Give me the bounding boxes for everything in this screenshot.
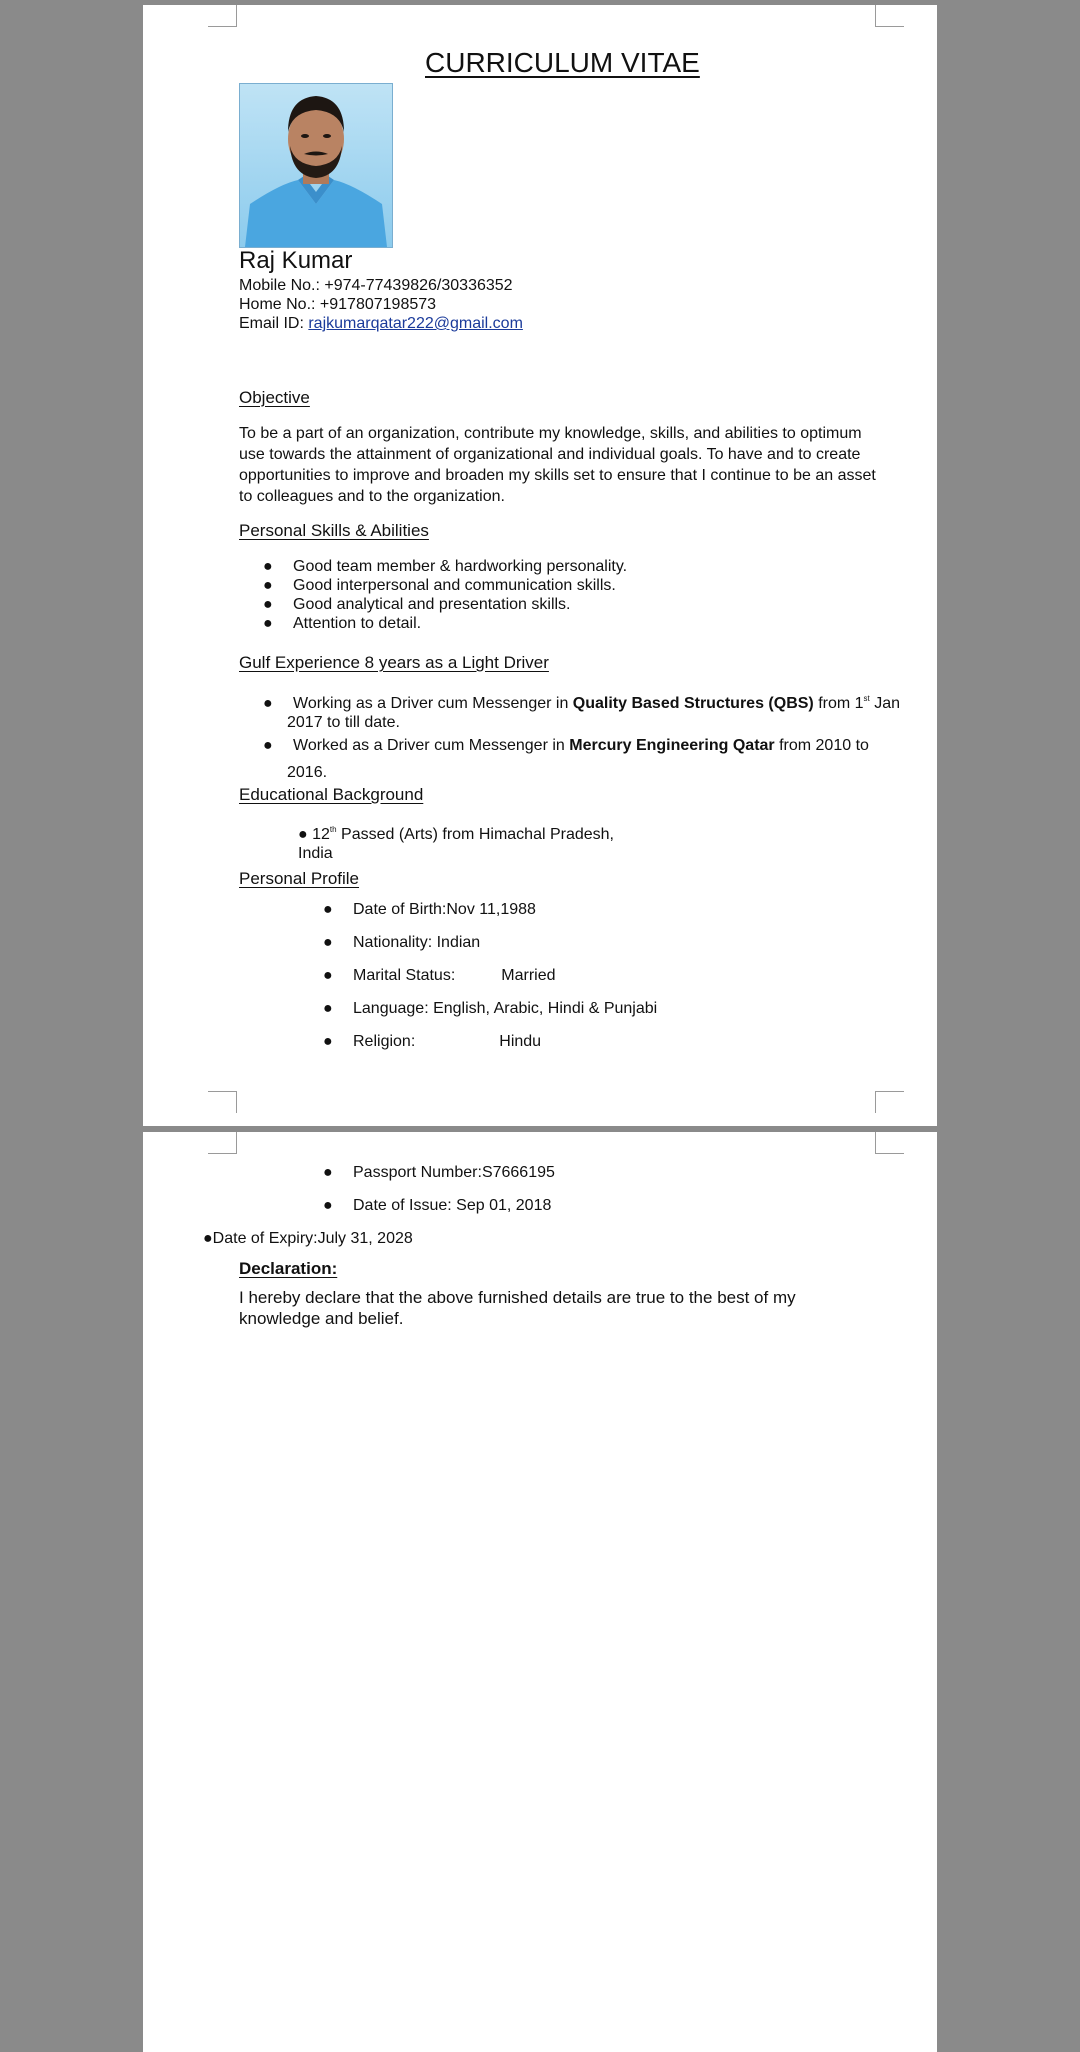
page-corner-mark	[875, 1132, 904, 1154]
bullet-icon: ●	[323, 1164, 333, 1181]
profile-passport: ● Passport Number:S7666195	[323, 1164, 555, 1181]
company-name: Quality Based Structures (QBS)	[572, 695, 814, 712]
page-corner-mark	[875, 5, 904, 27]
bullet-icon: ●	[323, 1000, 333, 1017]
bullet-icon: ●	[263, 615, 273, 632]
document-page-1	[143, 5, 937, 1126]
skills-heading: Personal Skills & Abilities	[239, 521, 429, 540]
experience-item-line2: 2017 to till date.	[287, 714, 400, 731]
experience-heading: Gulf Experience 8 years as a Light Driver	[239, 653, 549, 672]
bullet-icon: ●	[323, 1033, 333, 1050]
profile-dob: ● Date of Birth:Nov 11,1988	[323, 901, 536, 918]
declaration-heading: Declaration:	[239, 1259, 338, 1278]
email-line	[239, 314, 523, 333]
company-name: Mercury Engineering Qatar	[569, 737, 775, 754]
profile-nationality: ● Nationality: Indian	[323, 934, 481, 951]
skill-item: ● Attention to detail.	[263, 615, 422, 632]
document-page-2	[143, 1132, 937, 2052]
email-label: Email ID:	[239, 315, 309, 332]
home-number: Home No.: +917807198573	[239, 296, 437, 313]
education-item: ● 12th Passed (Arts) from Himachal Pradesh,	[298, 825, 614, 843]
skill-item: ● Good analytical and presentation skills.	[263, 596, 571, 613]
mobile-number: Mobile No.: +974-77439826/30336352	[239, 277, 513, 294]
bullet-icon: ●	[263, 558, 273, 575]
objective-heading: Objective	[239, 388, 310, 407]
profile-photo	[239, 83, 393, 248]
bullet-icon: ●	[323, 967, 333, 984]
bullet-icon: ●	[323, 901, 333, 918]
bullet-icon: ●	[263, 596, 273, 613]
experience-item: ● Worked as a Driver cum Messenger in Mercury Engineering Qatar from 2010 to	[263, 737, 869, 754]
experience-item: ● Working as a Driver cum Messenger in Quality Based Structures (QBS) from 1st Jan	[263, 694, 901, 712]
email-link[interactable]: rajkumarqatar222@gmail.com	[308, 315, 523, 332]
education-item-line2: India	[298, 845, 333, 862]
declaration-text: I hereby declare that the above furnished details are true to the best of my knowledge and belief.	[239, 1288, 796, 1328]
bullet-icon: ●	[263, 577, 273, 594]
profile-religion: ● Religion: Hindu	[323, 1033, 542, 1050]
bullet-icon: ●	[263, 737, 273, 754]
page-corner-mark	[208, 1091, 237, 1113]
profile-heading: Personal Profile	[239, 869, 360, 888]
skill-item: ● Good interpersonal and communication skills.	[263, 577, 616, 594]
profile-marital-status: ● Marital Status: Married	[323, 967, 556, 984]
bullet-icon: ●	[263, 695, 273, 712]
experience-item-line2: 2016.	[287, 764, 328, 781]
objective-text: To be a part of an organization, contribute my knowledge, skills, and abilities to optimum use towards the attainment of organizational and individual goals. To have and to create opportunities to improve and broaden my skills set to ensure that I continue to be an asset to colleagues and to the organization.	[239, 425, 876, 505]
bullet-icon: ●	[323, 934, 333, 951]
bullet-icon: ●	[323, 1197, 333, 1214]
candidate-name: Raj Kumar	[239, 247, 353, 274]
profile-expiry-date: ●Date of Expiry:July 31, 2028	[203, 1230, 413, 1247]
page-corner-mark	[208, 1132, 237, 1154]
profile-language: ● Language: English, Arabic, Hindi & Punjabi	[323, 1000, 658, 1017]
profile-issue-date: ● Date of Issue: Sep 01, 2018	[323, 1197, 552, 1214]
document-title: CURRICULUM VITAE	[425, 47, 700, 78]
skill-item: ● Good team member & hardworking personality.	[263, 558, 628, 575]
page-corner-mark	[875, 1091, 904, 1113]
education-heading: Educational Background	[239, 785, 424, 804]
page-corner-mark	[208, 5, 237, 27]
